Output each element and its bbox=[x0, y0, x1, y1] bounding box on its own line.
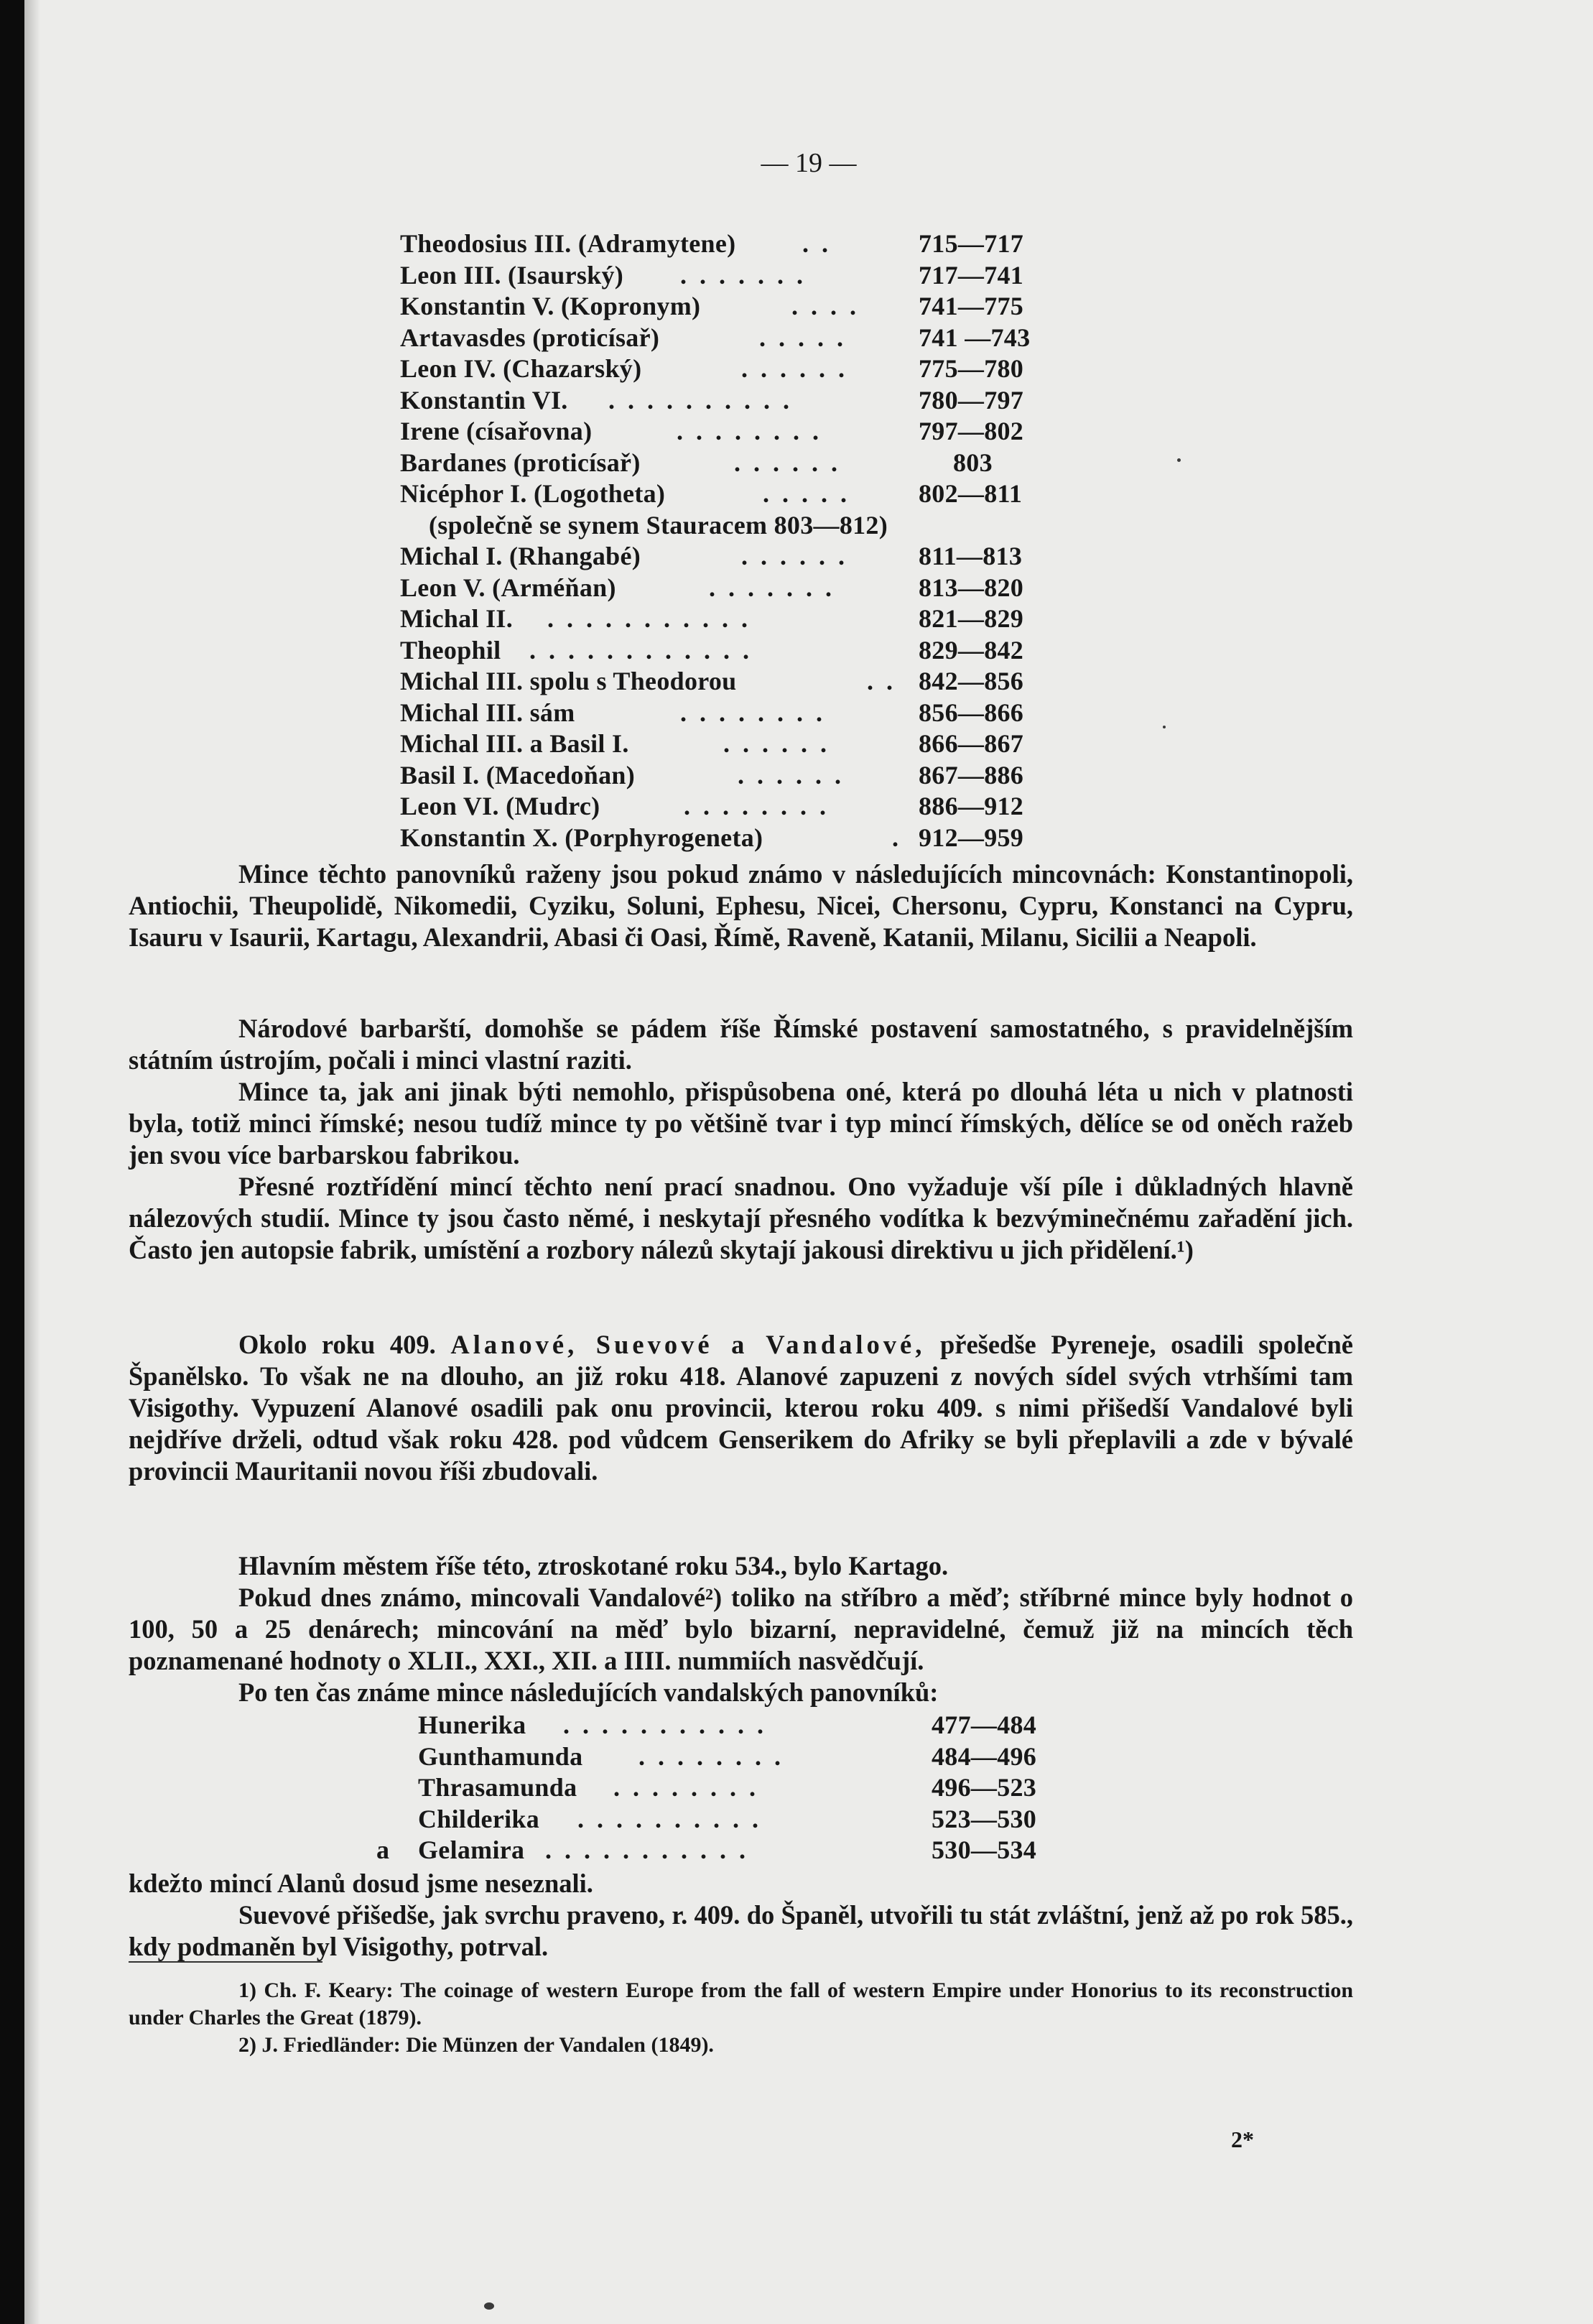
ruler-name: Leon IV. (Chazarský) bbox=[400, 354, 642, 383]
ruler-row bbox=[400, 353, 1082, 385]
footnote-text: 2) J. Friedländer: Die Münzen der Vandalen (1849). bbox=[238, 2033, 714, 2057]
paragraph-mints bbox=[129, 858, 1353, 953]
ruler-years: 775—780 bbox=[919, 354, 1024, 383]
ruler-row bbox=[400, 510, 1082, 542]
ruler-years: 842—856 bbox=[919, 667, 1024, 695]
ruler-years: 477—484 bbox=[932, 1710, 1037, 1739]
ruler-row bbox=[400, 666, 1082, 698]
dot-leader: . . . . . . bbox=[741, 542, 848, 570]
dot-leader: . . . . . . . . . . . bbox=[547, 604, 751, 633]
ruler-name: Childerika bbox=[418, 1804, 540, 1833]
paragraph-classification bbox=[129, 1171, 1353, 1266]
dot-leader: . . . . . . . . . . . bbox=[563, 1710, 767, 1739]
ruler-row bbox=[362, 1741, 1066, 1773]
paragraph-text: Pokud dnes známo, mincovali Vandalové²) toliko na stříbro a měď; stříbrné mince byly hodnot o 100, 50 a 25 denárech; mincování na měď bylo bizarní, nepravidelné, čemuž již na mincích těch poznamenané hodnoty o XLII., XXI., XII. a IIII. nummiích nasvědčují. bbox=[129, 1583, 1353, 1675]
paragraph-text: Přesné roztřídění mincí těchto není prací snadnou. Ono vyžaduje vší píle i důkladných hlavně nálezových studií. Mince ty jsou často němé, i neskytají přesného vodítka k bezvýminečnému zařadění jich. Často jen autopsie fabrik, umístění a rozbory nálezů skytají jakousi direktivu u jich přidělení.¹) bbox=[129, 1172, 1353, 1264]
footnote-1 bbox=[129, 1977, 1353, 2032]
ruler-name: Leon V. (Arméňan) bbox=[400, 573, 616, 602]
ruler-row bbox=[400, 603, 1082, 635]
ruler-years: 912—959 bbox=[919, 823, 1024, 852]
ruler-name: Hunerika bbox=[418, 1710, 526, 1739]
ruler-row bbox=[362, 1804, 1066, 1835]
ruler-years: 530—534 bbox=[932, 1835, 1037, 1864]
ruler-row bbox=[400, 448, 1082, 479]
ruler-row bbox=[362, 1835, 1066, 1866]
paragraph-text: přešedše Pyreneje, osadili společně Španělsko. To však ne na dlouho, an již roku 418. Alanové zapuzeni z nových sídel svých vtrhšími tam Visigothy. Vypuzení Alanové osadili pak onu provincii, kterou roku 409. s nimi přišedší Vandalové byli nejdříve drželi, odtud však roku 428. pod vůdcem Genserikem do Afriky se byli přeplavili a zde v bývalé provincii Mauritanii novou říši zbudovali. bbox=[129, 1330, 1353, 1486]
ruler-row bbox=[400, 416, 1082, 448]
paragraph-capital bbox=[129, 1550, 1353, 1582]
ruler-row bbox=[400, 698, 1082, 729]
ruler-name: Konstantin V. (Kopronym) bbox=[400, 292, 701, 320]
ruler-name: Michal III. a Basil I. bbox=[400, 729, 629, 758]
paragraph-text: Okolo roku 409. bbox=[238, 1330, 436, 1359]
dot-leader: . . . . . . . . bbox=[613, 1773, 759, 1802]
footnote-2 bbox=[129, 2032, 1353, 2059]
ruler-row bbox=[362, 1710, 1066, 1741]
dot-leader: . bbox=[892, 823, 902, 852]
dot-leader: . . . . . . . . bbox=[680, 698, 826, 727]
ruler-row bbox=[362, 1772, 1066, 1804]
ruler-name: Artavasdes (proticísař) bbox=[400, 323, 660, 352]
ruler-name: Michal III. sám bbox=[400, 698, 575, 727]
paragraph-suevi bbox=[129, 1899, 1353, 1963]
ruler-prefix: a bbox=[376, 1835, 390, 1864]
paragraph-vandal-coins bbox=[129, 1582, 1353, 1677]
paragraph-text: Mince ta, jak ani jinak býti nemohlo, přispůsobena oné, která po dlouhá léta u nich v platnosti byla, totiž minci římské; nesou tudíž mince ty po většině tvar i typ mincí římských, dělíce se od oněch ražeb jen svou více barbarskou fabrikou. bbox=[129, 1077, 1353, 1170]
footnote-text: 1) Ch. F. Keary: The coinage of western Europe from the fall of western Empire under Honorius to its reconstruction under Charles the Great (1879). bbox=[129, 1978, 1353, 2029]
book-page bbox=[24, 0, 1593, 2324]
ruler-name: Nicéphor I. (Logotheta) bbox=[400, 479, 666, 508]
dot-leader: . . . . bbox=[791, 292, 860, 320]
sheet-signature: 2* bbox=[1231, 2126, 1254, 2152]
ruler-row bbox=[400, 760, 1082, 792]
ruler-years: 717—741 bbox=[919, 260, 1024, 290]
ruler-row bbox=[400, 573, 1082, 604]
ruler-name: Gelamira bbox=[418, 1835, 525, 1864]
footnotes bbox=[129, 1977, 1353, 2059]
dot-leader: . . . . . . . . . . bbox=[577, 1804, 762, 1833]
paragraph-text: Po ten čas známe mince následujících vandalských panovníků: bbox=[238, 1677, 939, 1707]
dot-leader: . . . . . . . . . . . . bbox=[529, 635, 753, 665]
ruler-name: Theodosius III. (Adramytene) bbox=[400, 229, 736, 258]
ruler-note: (společně se synem Stauracem 803—812) bbox=[429, 510, 888, 540]
dot-leader: . . bbox=[802, 229, 832, 258]
scan-speck bbox=[1163, 726, 1166, 728]
ruler-row bbox=[400, 291, 1082, 323]
tribes-spaced-text: Alanové, Suevové a Vandalové, bbox=[450, 1330, 926, 1359]
page-number: — 19 — bbox=[761, 148, 857, 178]
ruler-years: 803 bbox=[953, 448, 993, 477]
paragraph-text: Národové barbarští, domohše se pádem říše Římské postavení samostatného, s pravidelnějším státním ústrojím, počali i minci vlastní raziti. bbox=[129, 1014, 1353, 1075]
paragraph-barbarians bbox=[129, 1013, 1353, 1076]
paragraph-year-409 bbox=[129, 1329, 1353, 1487]
ruler-name: Gunthamunda bbox=[418, 1741, 583, 1771]
ruler-row bbox=[400, 385, 1082, 417]
dot-leader: . . . . . . bbox=[738, 760, 845, 790]
ruler-years: 829—842 bbox=[919, 635, 1024, 665]
dot-leader: . . . . . . . . bbox=[684, 792, 830, 820]
paragraph-text: Suevové přišedše, jak svrchu praveno, r. 409. do Španěl, utvořili tu stát zvláštní, jenž až po rok 585., kdy podmaněn byl Visigothy, potrval. bbox=[129, 1900, 1353, 1961]
ruler-row bbox=[400, 791, 1082, 823]
ruler-name: Thrasamunda bbox=[418, 1773, 577, 1802]
dot-leader: . . . . . bbox=[759, 323, 847, 352]
dot-leader: . . . . . . bbox=[734, 448, 841, 477]
ruler-row bbox=[400, 228, 1082, 260]
vandal-rulers-list bbox=[362, 1710, 1066, 1866]
dot-leader: . . . . . . . . . . . bbox=[545, 1835, 749, 1864]
scan-speck bbox=[484, 2302, 494, 2310]
byzantine-rulers-list bbox=[400, 228, 1082, 853]
paragraph-coins-adapted bbox=[129, 1076, 1353, 1171]
ruler-row bbox=[400, 478, 1082, 510]
ruler-row bbox=[400, 635, 1082, 667]
dot-leader: . . . . . . bbox=[723, 729, 830, 758]
ruler-years: 496—523 bbox=[932, 1773, 1037, 1802]
dot-leader: . . . . . . . . . . bbox=[608, 385, 793, 415]
dot-leader: . . . . . . bbox=[741, 354, 848, 383]
ruler-years: 741—775 bbox=[919, 292, 1024, 320]
paragraph-vandal-intro bbox=[129, 1677, 1353, 1708]
ruler-name: Bardanes (proticísař) bbox=[400, 448, 641, 477]
dot-leader: . . . . . . . . bbox=[677, 417, 822, 445]
ruler-years: 866—867 bbox=[919, 729, 1024, 758]
paragraph-text: Mince těchto panovníků raženy jsou pokud známo v následujících mincovnách: Konstantinopoli, Antiochii, Theupolidě, Nikomedii, Cyziku, Soluni, Ephesu, Nicei, Chersonu, Cypru, Konstanci na Cypru, Isauru v Isaurii, Kartagu, Alexandrii, Abasi či Oasi, Římě, Raveně, Katanii, Milanu, Sicilii a Neapoli. bbox=[129, 859, 1353, 952]
ruler-name: Konstantin X. (Porphyrogeneta) bbox=[400, 823, 763, 852]
ruler-name: Konstantin VI. bbox=[400, 385, 568, 415]
ruler-years: 811—813 bbox=[919, 542, 1023, 570]
dot-leader: . . . . . . . . bbox=[638, 1741, 784, 1771]
ruler-years: 886—912 bbox=[919, 792, 1024, 820]
ruler-row bbox=[400, 260, 1082, 292]
dot-leader: . . bbox=[867, 667, 896, 695]
ruler-name: Leon VI. (Mudrc) bbox=[400, 792, 600, 820]
ruler-row bbox=[400, 823, 1082, 854]
ruler-name: Michal I. (Rhangabé) bbox=[400, 542, 641, 570]
ruler-name: Irene (císařovna) bbox=[400, 417, 593, 445]
ruler-years: 741 —743 bbox=[919, 323, 1031, 352]
ruler-name: Leon III. (Isaurský) bbox=[400, 260, 624, 290]
ruler-years: 484—496 bbox=[932, 1741, 1037, 1771]
dot-leader: . . . . . bbox=[763, 479, 850, 508]
dot-leader: . . . . . . . bbox=[680, 260, 807, 290]
scan-speck bbox=[1177, 458, 1181, 462]
ruler-years: 802—811 bbox=[919, 479, 1023, 508]
ruler-years: 780—797 bbox=[919, 385, 1024, 415]
ruler-years: 813—820 bbox=[919, 573, 1024, 602]
ruler-years: 715—717 bbox=[919, 229, 1024, 258]
ruler-name: Michal III. spolu s Theodorou bbox=[400, 667, 737, 695]
paragraph-text: kdežto mincí Alanů dosud jsme neseznali. bbox=[129, 1869, 593, 1898]
ruler-name: Basil I. (Macedoňan) bbox=[400, 760, 636, 790]
ruler-row bbox=[400, 323, 1082, 354]
ruler-row bbox=[400, 541, 1082, 573]
ruler-years: 797—802 bbox=[919, 417, 1024, 445]
dot-leader: . . . . . . . bbox=[709, 573, 835, 602]
ruler-years: 856—866 bbox=[919, 698, 1024, 727]
ruler-row bbox=[400, 728, 1082, 760]
ruler-years: 867—886 bbox=[919, 760, 1024, 790]
ruler-years: 523—530 bbox=[932, 1804, 1037, 1833]
paragraph-text: Hlavním městem říše této, ztroskotané roku 534., bylo Kartago. bbox=[238, 1551, 949, 1580]
ruler-name: Theophil bbox=[400, 635, 501, 665]
footnote-rule bbox=[129, 1961, 322, 1963]
ruler-years: 821—829 bbox=[919, 604, 1024, 633]
paragraph-alans bbox=[129, 1868, 1353, 1899]
ruler-name: Michal II. bbox=[400, 604, 514, 633]
